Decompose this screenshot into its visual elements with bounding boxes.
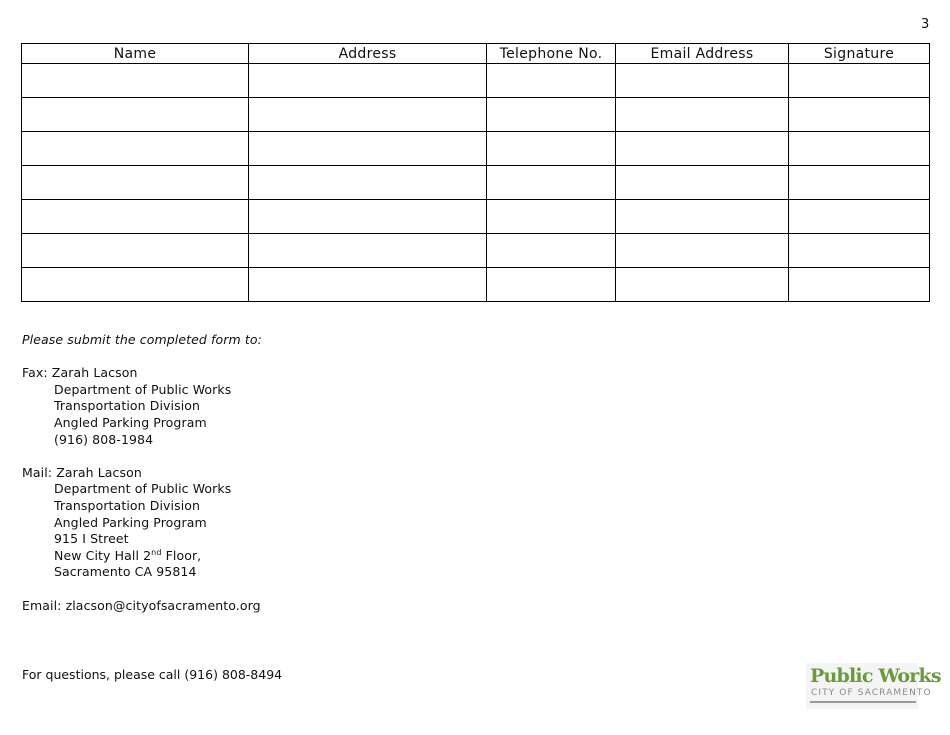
mail-city: Sacramento CA 95814	[54, 564, 197, 580]
header-name: Name	[22, 44, 249, 64]
table-row	[22, 268, 930, 302]
name-cell[interactable]	[22, 268, 249, 302]
signature-cell[interactable]	[789, 132, 930, 166]
name-cell[interactable]	[22, 132, 249, 166]
signature-cell[interactable]	[789, 98, 930, 132]
telephone-cell[interactable]	[487, 98, 616, 132]
signup-table	[21, 43, 930, 302]
telephone-cell[interactable]	[487, 268, 616, 302]
signature-cell[interactable]	[789, 64, 930, 98]
mail-label: Mail:	[22, 464, 53, 480]
table-row	[22, 166, 930, 200]
email-cell[interactable]	[616, 234, 789, 268]
logo-underline	[810, 701, 916, 703]
address-cell[interactable]	[249, 234, 487, 268]
header-email: Email Address	[616, 44, 789, 64]
signature-cell[interactable]	[789, 268, 930, 302]
name-cell[interactable]	[22, 166, 249, 200]
page-number: 3	[921, 17, 930, 32]
floor-ordinal: nd	[151, 547, 162, 557]
mail-street: 915 I Street	[54, 531, 129, 547]
email-cell[interactable]	[616, 132, 789, 166]
address-cell[interactable]	[249, 268, 487, 302]
name-cell[interactable]	[22, 200, 249, 234]
public-works-logo	[806, 663, 941, 709]
address-cell[interactable]	[249, 64, 487, 98]
telephone-cell[interactable]	[487, 166, 616, 200]
mail-contact-name: Zarah Lacson	[56, 464, 142, 480]
floor-suffix: Floor,	[161, 547, 202, 563]
fax-line: Transportation Division	[54, 398, 201, 414]
mail-line: Angled Parking Program	[54, 514, 207, 530]
telephone-cell[interactable]	[487, 132, 616, 166]
logo-subtitle: CITY OF SACRAMENTO	[811, 688, 932, 698]
email-line	[22, 598, 262, 615]
table-row	[22, 132, 930, 166]
telephone-cell[interactable]	[487, 200, 616, 234]
signature-cell[interactable]	[789, 166, 930, 200]
table-row	[22, 98, 930, 132]
email-cell[interactable]	[616, 98, 789, 132]
questions-note: For questions, please call (916) 808-8494	[22, 667, 283, 682]
fax-line: Angled Parking Program	[54, 414, 207, 430]
fax-line: Department of Public Works	[54, 381, 232, 397]
signature-cell[interactable]	[789, 200, 930, 234]
name-cell[interactable]	[22, 98, 249, 132]
email-cell[interactable]	[616, 64, 789, 98]
address-cell[interactable]	[249, 200, 487, 234]
email-cell[interactable]	[616, 268, 789, 302]
mail-floor	[22, 548, 262, 565]
table-header-row	[22, 44, 930, 64]
email-cell[interactable]	[616, 166, 789, 200]
header-signature: Signature	[789, 44, 930, 64]
mail-block-heading	[22, 465, 262, 482]
fax-block-heading	[22, 365, 262, 382]
name-cell[interactable]	[22, 234, 249, 268]
fax-contact-name: Zarah Lacson	[51, 365, 138, 381]
email-label: Email:	[22, 597, 62, 613]
fax-number: (916) 808-1984	[54, 431, 154, 447]
name-cell[interactable]	[22, 64, 249, 98]
table-row	[22, 64, 930, 98]
header-telephone: Telephone No.	[487, 44, 616, 64]
floor-prefix: New City Hall 2	[54, 547, 152, 563]
submission-info	[22, 332, 262, 614]
mail-line: Department of Public Works	[54, 481, 232, 497]
submit-intro: Please submit the completed form to:	[22, 332, 262, 347]
header-address: Address	[249, 44, 487, 64]
table-row	[22, 200, 930, 234]
address-cell[interactable]	[249, 166, 487, 200]
signature-cell[interactable]	[789, 234, 930, 268]
telephone-cell[interactable]	[487, 64, 616, 98]
email-address[interactable]: zlacson@cityofsacramento.org	[65, 597, 261, 613]
email-cell[interactable]	[616, 200, 789, 234]
mail-line: Transportation Division	[54, 497, 201, 513]
fax-label: Fax:	[22, 365, 48, 381]
telephone-cell[interactable]	[487, 234, 616, 268]
address-cell[interactable]	[249, 98, 487, 132]
address-cell[interactable]	[249, 132, 487, 166]
table-row	[22, 234, 930, 268]
logo-title: Public Works	[810, 665, 941, 687]
